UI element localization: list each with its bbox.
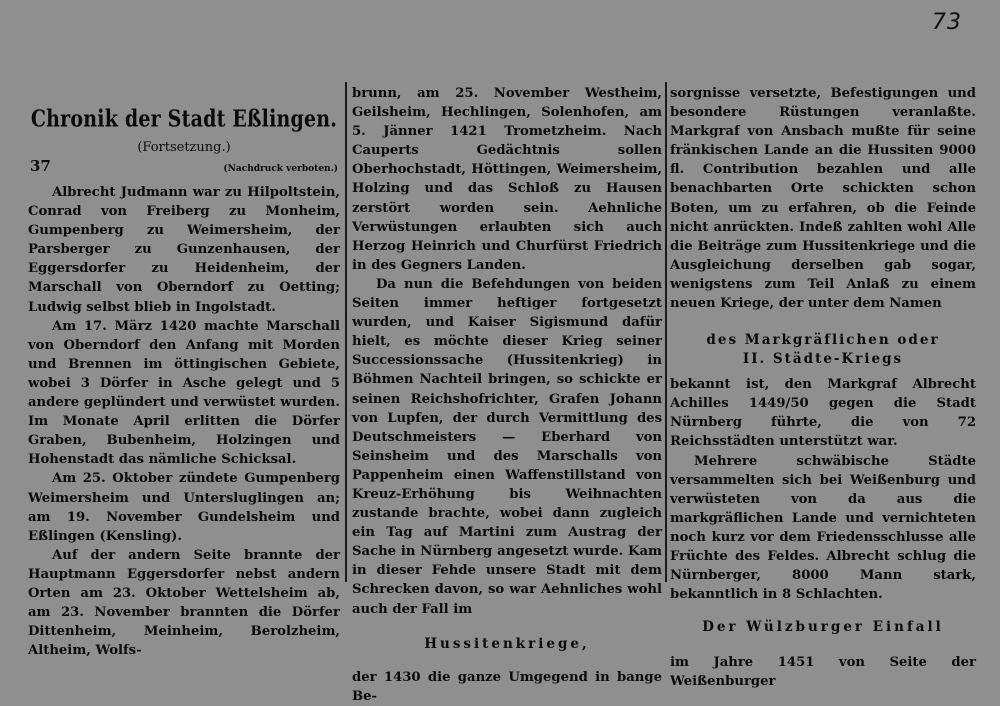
paragraph: Am 17. März 1420 machte Marschall von Oberndorf den Anfang mit Morden und Brennen im öttingischen Gebiete, wobei 3 Dörfer in Asche gelegt und 5 andere geplündert und verwüstet wurden. Im Monate April erlitten die Dörfer Graben, Bubenheim, Holzingen und Hohenstadt das nämliche Schicksal. (28, 318, 340, 468)
article-subtitle: (Fortsetzung.) (137, 140, 231, 155)
column-divider-left (345, 82, 347, 582)
article-number-row (28, 157, 340, 175)
section-heading-hussitenkriege: Hussitenkriege, (424, 635, 590, 652)
page-number: 73 (932, 10, 962, 35)
section-heading-staedtekrieg: II. Städte-Kriegs (742, 351, 904, 368)
paragraph: im Jahre 1451 von Seite der Weißenburger (670, 655, 976, 690)
paragraph: Auf der andern Seite brannte der Hauptmann Eggersdorfer nebst andern Orten am 23. Oktober Wettelsheim ab, am 23. November brannten die Dörfer Dittenheim, Meinheim, Berolzheim, Altheim, Wolfs- (28, 547, 340, 659)
column-divider-right (665, 82, 667, 582)
section-heading-markgraeflich: des Markgräflichen oder (706, 332, 940, 349)
section-heading-wuelzburger-einfall: Der Wülzburger Einfall (702, 619, 944, 636)
paragraph: Da nun die Befehdungen von beiden Seiten immer heftiger fortgesetzt wurden, und Kaiser Sigismund dafür hielt, es möchte dieser Krieg seiner Successionssache (Hussitenkrieg) in Böhmen Nachteil bringen, so schickte er seinen Reichshofrichter, Grafen Johann von Lupfen, der durch Vermittlung des Deutschmeisters — Eberhard von Seinsheim und des Marschalls von Pappenheim einen Waffenstillstand von Kreuz-Erhöhung bis Weihnachten zustande brachte, wobei dann zugleich ein Tag auf Martini zum Austrag der Sache in Nürnberg angesetzt wurde. Kam in dieser Fehde unsere Stadt mit dem Schrecken davon, so war Aehnliches wohl auch der Fall im (352, 276, 662, 617)
column-1 (28, 0, 340, 659)
column-2 (352, 0, 662, 704)
article-title: Chronik der Stadt Eßlingen. (30, 105, 338, 133)
article-number: 37 (30, 157, 51, 175)
paragraph: bekannt ist, den Markgraf Albrecht Achilles 1449/50 gegen die Stadt Nürnberg führte, die von 72 Reichsstädten unterstützt war. (670, 377, 976, 450)
column-3 (670, 0, 976, 690)
paragraph: Am 25. Oktober zündete Gumpenberg Weimersheim und Untersluglingen an; am 19. November Gundelsheim und Eßlingen (Kensling). (28, 471, 340, 544)
paragraph: der 1430 die ganze Umgegend in bange Be- (352, 669, 662, 704)
reprint-notice: (Nachdruck verboten.) (223, 164, 338, 174)
paragraph: Mehrere schwäbische Städte versammelten sich bei Weißenburg und verwüsteten von da aus die markgräflichen Lande und vernichteten noch kurz vor dem Friedensschlusse alle Früchte des Feldes. Albrecht schlug die Nürnberger, 8000 Mann stark, bekanntlich in 8 Schlachten. (670, 453, 976, 603)
paragraph: brunn, am 25. November Westheim, Geilsheim, Hechlingen, Solenhofen, am 5. Jänner 1421 Trometzheim. Nach Cauperts Gedächtnis sollen Oberhochstadt, Höttingen, Weimersheim, Holzing und das Schloß zu Hausen zerstört worden sein. Aehnliche Verwüstungen erlaubten sich auch Herzog Heinrich und Churfürst Friedrich in des Gegners Landen. (352, 86, 662, 273)
paragraph: sorgnisse versetzte, Befestigungen und besondere Rüstungen veranlaßte. Markgraf von Ansbach mußte für seine fränkischen Lande an die Hussiten 9000 fl. Contribution bezahlen und alle benachbarten Orte schickten schon Boten, um zu erfahren, ob die Feinde nicht anrückten. Indeß zahlten wohl Alle die Beiträge zum Hussitenkriege und die Ausgleichung derselben gab sogar, wenigstens zum Teil Anlaß zu einem neuen Kriege, der unter dem Namen (670, 86, 976, 312)
paragraph: Albrecht Judmann war zu Hilpoltstein, Conrad von Freiberg zu Monheim, Gumpenberg zu Weimersheim, der Parsberger zu Gunzenhausen, der Eggersdorfer zu Heidenheim, der Marschall von Oberndorf zu Oetting; Ludwig selbst blieb in Ingolstadt. (28, 185, 340, 315)
